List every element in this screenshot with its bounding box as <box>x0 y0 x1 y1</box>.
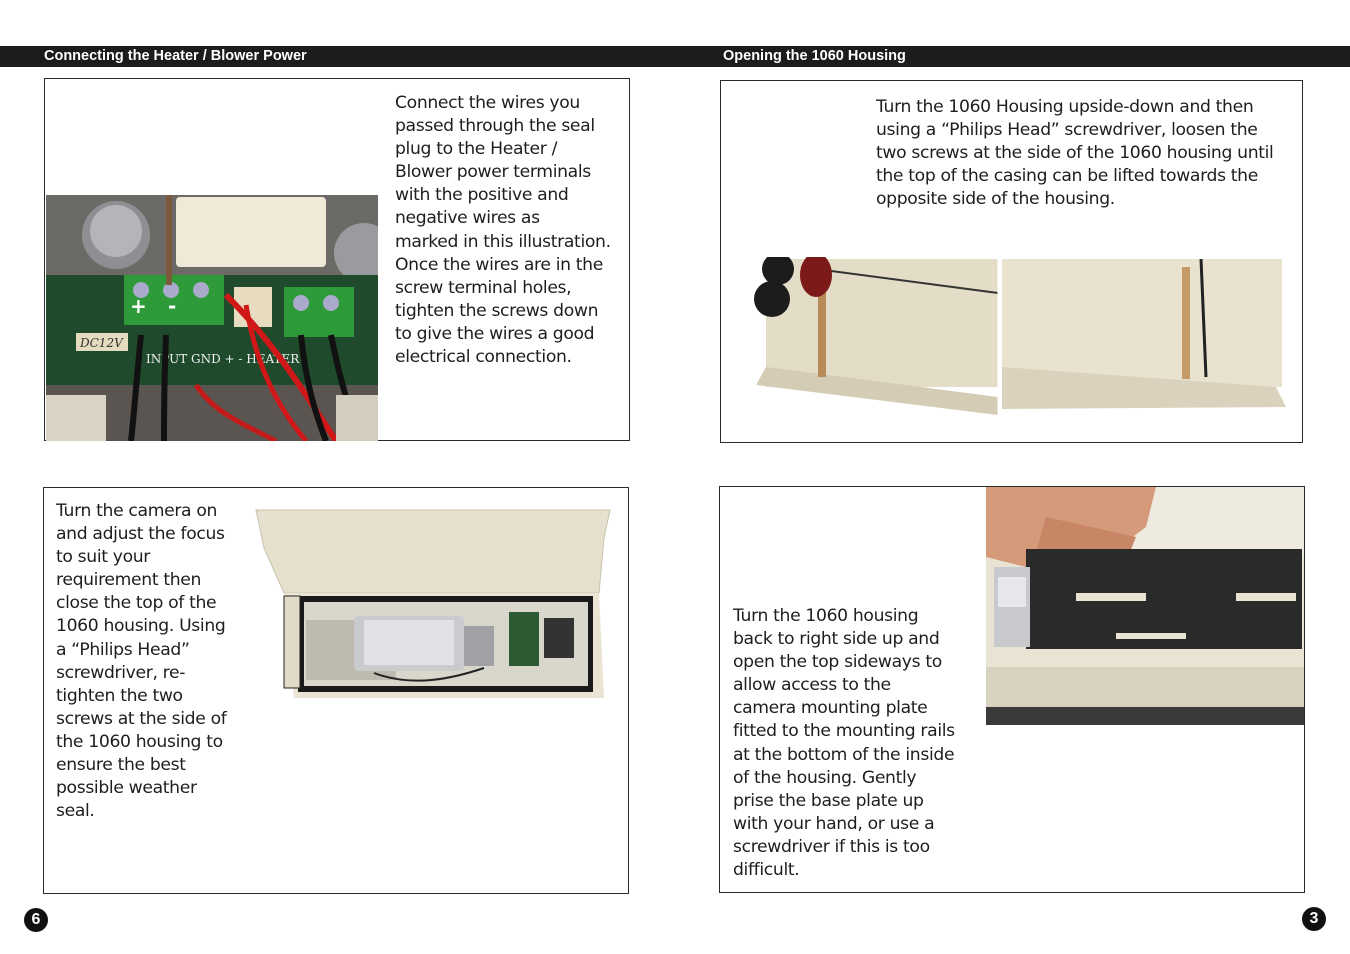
terminal-label: INPUT GND + - HEATER <box>146 352 300 366</box>
screwdriver-illustration <box>746 257 1286 419</box>
unscrew-housing-instructions: Turn the 1060 Housing upside-down and then using a “Philips Head” screwdriver, loosen the two screws at the side of the 1060 housing until the top of the casing can be lifted towards the opposite side of the housing. <box>876 97 1274 210</box>
plus-label: + <box>130 294 147 318</box>
unscrew-housing-panel <box>720 80 1303 443</box>
open-housing-photo <box>254 508 614 708</box>
right-section-title: Opening the 1060 Housing <box>723 48 906 64</box>
mounting-plate-photo <box>986 487 1304 725</box>
close-housing-instructions: Turn the camera on and adjust the focus to suit your requirement then close the top of the 1060 housing. Using a “Philips Head” screwdriver, re- tighten the two screws at the side of the 1060 housing to ensure the best possible weather seal. <box>56 501 227 822</box>
heater-wiring-instructions: Connect the wires you passed through the seal plug to the Heater / Blower power terminals with the positive and negative wires as marked in this illustration. Once the wires are in the screw terminal holes, tighten the screws down to give the wires a good electrical connection. <box>395 93 611 368</box>
board-label: DC12V <box>80 336 123 350</box>
heater-wiring-panel <box>44 78 630 441</box>
close-housing-panel <box>31 487 629 928</box>
mounting-plate-panel <box>719 486 1319 927</box>
page-number-right: 3 <box>1302 907 1326 931</box>
open-housing-illustration <box>254 508 614 708</box>
mounting-plate-instructions: Turn the 1060 housing back to right side up and open the top sideways to allow access to the camera mounting plate fitted to the mounting rails at the bottom of the inside of the housing. Gently prise the base plate up with your hand, or use a screwdriver if this is too difficult. <box>733 606 955 881</box>
left-section-title: Connecting the Heater / Blower Power <box>44 48 307 64</box>
page-number-left: 6 <box>24 908 48 932</box>
terminal-wiring-photo <box>46 195 378 441</box>
minus-label: - <box>168 294 177 318</box>
screwdriver-photos <box>746 257 1286 419</box>
mounting-plate-illustration <box>986 487 1304 725</box>
terminal-wiring-illustration <box>46 195 378 441</box>
